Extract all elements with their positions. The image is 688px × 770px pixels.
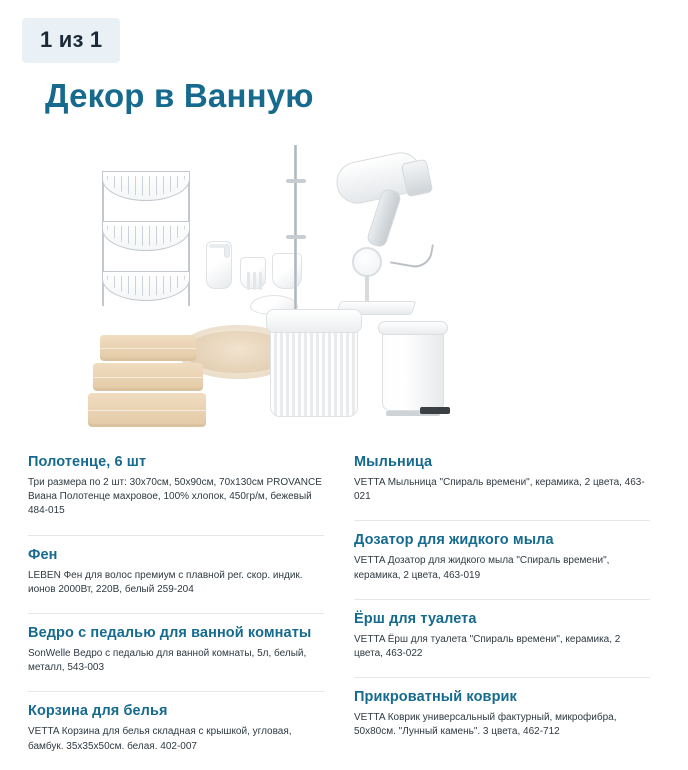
laundry-basket-icon xyxy=(266,307,362,417)
product-description: SonWelle Ведро с педалью для ванной комнаты, 5л, белый, металл, 543-003 xyxy=(28,647,307,674)
product-description: LEBEN Фен для волос премиум с плавной рег. скор. индик. ионов 2000Вт, 220В, белый 259-204 xyxy=(28,569,303,595)
list-item[interactable] xyxy=(28,613,324,682)
product-name: Ведро с педалью для ванной комнаты xyxy=(28,624,312,641)
illustration-stage xyxy=(80,139,500,439)
pedal-bin-icon xyxy=(376,315,452,419)
page-header xyxy=(0,0,688,115)
list-item[interactable] xyxy=(354,520,650,589)
product-name: Корзина для белья xyxy=(28,703,168,720)
list-item[interactable] xyxy=(28,452,324,526)
product-description: Три размера по 2 шт: 30х70см, 50х90см, 70х130см PROVANCE Виана Полотенце махровое, 100% хлопок, 450гр/м, бежевый 484-015 xyxy=(28,477,322,517)
hair-dryer-icon xyxy=(326,149,456,259)
list-item[interactable] xyxy=(354,452,650,511)
product-description: VETTA Ёрш для туалета "Спираль времени", керамика, 2 цвета, 463-022 xyxy=(354,633,621,659)
product-name: Мыльница xyxy=(354,454,433,470)
tumbler-icon xyxy=(272,253,302,289)
product-name: Полотенце, 6 шт xyxy=(28,454,147,470)
pole-ring-icon xyxy=(286,235,306,239)
product-description: VETTA Дозатор для жидкого мыла "Спираль времени", керамика, 2 цвета, 463-019 xyxy=(354,555,610,581)
page-counter-badge: 1 из 1 xyxy=(22,18,120,63)
toothbrush-cup-icon xyxy=(240,257,266,289)
product-name: Дозатор для жидкого мыла xyxy=(354,532,554,549)
product-description: VETTA Мыльница "Спираль времени", керамика, 2 цвета, 463-021 xyxy=(354,477,645,503)
product-name: Прикроватный коврик xyxy=(354,689,517,706)
product-name: Ёрш для туалета xyxy=(354,610,477,627)
product-illustration xyxy=(0,139,688,439)
list-item[interactable] xyxy=(28,535,324,604)
page-title: Декор в Ванную xyxy=(45,77,314,114)
product-description: VETTA Корзина для белья складная с крышкой, угловая, бамбук. 35х35х50см. белая. 402-007 xyxy=(28,726,292,752)
listing-right-column xyxy=(354,452,650,770)
product-description: VETTA Коврик универсальный фактурный, микрофибра, 50х80см. "Лунный камень". 3 цвета, 462-712 xyxy=(354,712,617,738)
list-item[interactable] xyxy=(354,599,650,668)
listing-left-column xyxy=(28,452,324,770)
towel-stack-icon xyxy=(88,335,208,431)
pole-ring-icon xyxy=(286,179,306,183)
soap-dispenser-icon xyxy=(206,241,232,289)
product-listing xyxy=(0,452,688,770)
corner-shelf-icon xyxy=(102,171,192,306)
list-item[interactable] xyxy=(28,691,324,760)
ceramic-bath-set-icon xyxy=(198,227,318,317)
product-name: Фен xyxy=(28,546,58,563)
list-item[interactable] xyxy=(354,677,650,746)
